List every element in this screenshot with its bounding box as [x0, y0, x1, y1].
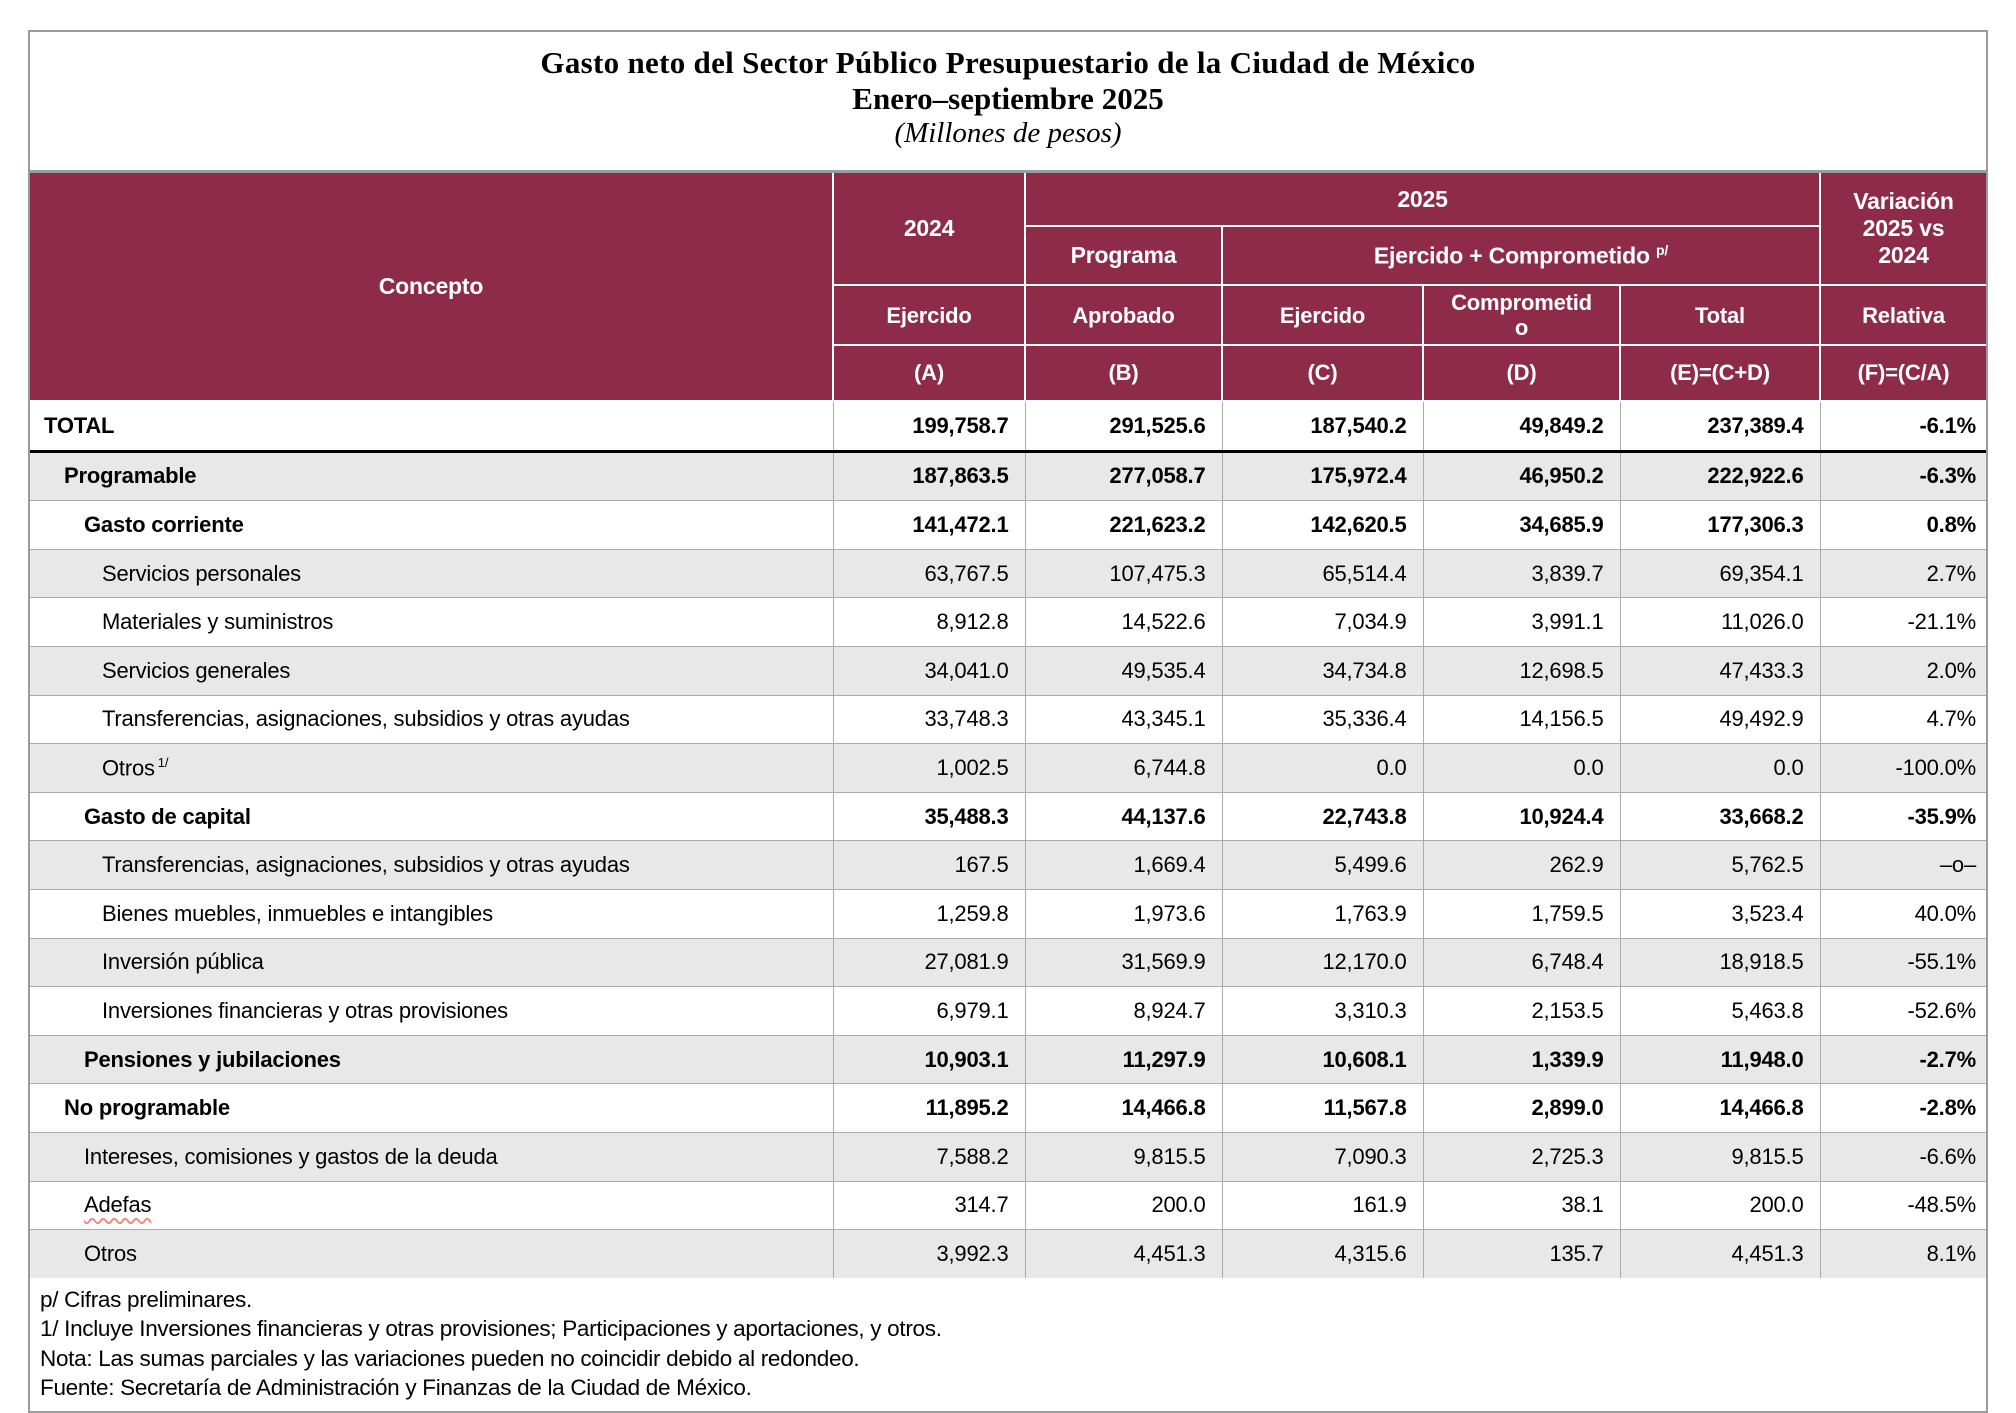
cell-2024-ejercido: 63,767.5 — [833, 549, 1025, 598]
table-header — [30, 173, 1986, 401]
col-subheader-ejercido-2025: Ejercido — [1222, 285, 1423, 345]
table-row — [30, 1181, 1986, 1230]
cell-variacion-relativa: 4.7% — [1820, 695, 1986, 744]
cell-total: 18,918.5 — [1620, 938, 1820, 987]
cell-2024-ejercido: 35,488.3 — [833, 792, 1025, 841]
cell-comprometido: 135.7 — [1423, 1230, 1620, 1278]
row-label-text: Inversiones financieras y otras provisiones — [102, 997, 508, 1023]
cell-2024-ejercido: 6,979.1 — [833, 987, 1025, 1036]
row-label-text: Otros — [102, 755, 155, 781]
cell-variacion-relativa: -2.7% — [1820, 1035, 1986, 1084]
row-label — [30, 938, 833, 987]
report-title: Gasto neto del Sector Público Presupuestario de la Ciudad de México — [540, 45, 1476, 80]
table-row — [30, 695, 1986, 744]
cell-variacion-relativa: -48.5% — [1820, 1181, 1986, 1230]
cell-2025-ejercido: 22,743.8 — [1222, 792, 1423, 841]
row-label-text: Gasto corriente — [84, 511, 244, 537]
cell-comprometido: 3,839.7 — [1423, 549, 1620, 598]
cell-total: 177,306.3 — [1620, 501, 1820, 550]
cell-2025-ejercido: 3,310.3 — [1222, 987, 1423, 1036]
cell-variacion-relativa: -2.8% — [1820, 1084, 1986, 1133]
col-header-2025: 2025 — [1025, 173, 1820, 226]
cell-2024-ejercido: 7,588.2 — [833, 1132, 1025, 1181]
cell-total: 11,026.0 — [1620, 598, 1820, 647]
cell-aprobado: 221,623.2 — [1025, 501, 1222, 550]
table-row — [30, 1035, 1986, 1084]
cell-total: 69,354.1 — [1620, 549, 1820, 598]
row-label — [30, 646, 833, 695]
cell-aprobado: 49,535.4 — [1025, 646, 1222, 695]
cell-2024-ejercido: 1,002.5 — [833, 744, 1025, 793]
row-label-text: Servicios generales — [102, 657, 291, 683]
cell-aprobado: 43,345.1 — [1025, 695, 1222, 744]
cell-aprobado: 200.0 — [1025, 1181, 1222, 1230]
footnote-1: 1/ Incluye Inversiones financieras y otras provisiones; Participaciones y aportaciones, y otros. — [40, 1316, 942, 1342]
col-header-programa: Programa — [1025, 226, 1222, 285]
cell-comprometido: 1,339.9 — [1423, 1035, 1620, 1084]
cell-2025-ejercido: 1,763.9 — [1222, 889, 1423, 938]
cell-variacion-relativa: -6.3% — [1820, 451, 1986, 501]
row-label-text: Pensiones y jubilaciones — [84, 1046, 341, 1072]
cell-2024-ejercido: 11,895.2 — [833, 1084, 1025, 1133]
cell-comprometido: 6,748.4 — [1423, 938, 1620, 987]
cell-total: 3,523.4 — [1620, 889, 1820, 938]
row-label — [30, 549, 833, 598]
row-label — [30, 792, 833, 841]
footnote-marker: 1/ — [157, 754, 169, 770]
row-label-text: Intereses, comisiones y gastos de la deuda — [84, 1143, 498, 1169]
cell-total: 200.0 — [1620, 1181, 1820, 1230]
cell-aprobado: 11,297.9 — [1025, 1035, 1222, 1084]
cell-2025-ejercido: 10,608.1 — [1222, 1035, 1423, 1084]
budget-table — [30, 173, 1986, 1278]
cell-variacion-relativa: -100.0% — [1820, 744, 1986, 793]
cell-comprometido: 2,725.3 — [1423, 1132, 1620, 1181]
cell-total: 222,922.6 — [1620, 451, 1820, 501]
col-header-2024: 2024 — [833, 173, 1025, 285]
cell-2025-ejercido: 4,315.6 — [1222, 1230, 1423, 1278]
cell-comprometido: 3,991.1 — [1423, 598, 1620, 647]
col-subheader-relativa: Relativa — [1820, 285, 1986, 345]
cell-variacion-relativa: -6.1% — [1820, 401, 1986, 451]
table-row — [30, 646, 1986, 695]
cell-aprobado: 44,137.6 — [1025, 792, 1222, 841]
preliminary-superscript: p/ — [1656, 241, 1669, 258]
row-label — [30, 695, 833, 744]
row-label-text: Transferencias, asignaciones, subsidios y otras ayudas — [102, 706, 630, 732]
cell-total: 11,948.0 — [1620, 1035, 1820, 1084]
table-row — [30, 841, 1986, 890]
cell-comprometido: 12,698.5 — [1423, 646, 1620, 695]
cell-2024-ejercido: 8,912.8 — [833, 598, 1025, 647]
row-label-text: No programable — [64, 1095, 230, 1121]
table-row — [30, 451, 1986, 501]
row-label — [30, 744, 833, 793]
col-subheader-aprobado: Aprobado — [1025, 285, 1222, 345]
cell-total: 33,668.2 — [1620, 792, 1820, 841]
table-row — [30, 598, 1986, 647]
table-row — [30, 938, 1986, 987]
cell-total: 0.0 — [1620, 744, 1820, 793]
cell-total: 4,451.3 — [1620, 1230, 1820, 1278]
cell-2024-ejercido: 34,041.0 — [833, 646, 1025, 695]
cell-variacion-relativa: -35.9% — [1820, 792, 1986, 841]
table-row — [30, 549, 1986, 598]
cell-variacion-relativa: 8.1% — [1820, 1230, 1986, 1278]
row-label — [30, 1035, 833, 1084]
cell-2025-ejercido: 161.9 — [1222, 1181, 1423, 1230]
cell-total: 5,762.5 — [1620, 841, 1820, 890]
cell-2024-ejercido: 314.7 — [833, 1181, 1025, 1230]
col-letter-b: (B) — [1025, 345, 1222, 401]
cell-variacion-relativa: 2.7% — [1820, 549, 1986, 598]
cell-total: 47,433.3 — [1620, 646, 1820, 695]
col-subheader-ejercido-2024: Ejercido — [833, 285, 1025, 345]
cell-aprobado: 8,924.7 — [1025, 987, 1222, 1036]
cell-variacion-relativa: -55.1% — [1820, 938, 1986, 987]
cell-comprometido: 2,153.5 — [1423, 987, 1620, 1036]
table-row — [30, 792, 1986, 841]
report-period: Enero–septiembre 2025 — [852, 81, 1164, 116]
row-label — [30, 987, 833, 1036]
cell-variacion-relativa: –o– — [1820, 841, 1986, 890]
col-letter-f: (F)=(C/A) — [1820, 345, 1986, 401]
cell-aprobado: 4,451.3 — [1025, 1230, 1222, 1278]
cell-2025-ejercido: 7,090.3 — [1222, 1132, 1423, 1181]
cell-2024-ejercido: 10,903.1 — [833, 1035, 1025, 1084]
table-row — [30, 501, 1986, 550]
cell-2024-ejercido: 3,992.3 — [833, 1230, 1025, 1278]
cell-2025-ejercido: 7,034.9 — [1222, 598, 1423, 647]
row-label — [30, 451, 833, 501]
cell-aprobado: 1,669.4 — [1025, 841, 1222, 890]
cell-aprobado: 31,569.9 — [1025, 938, 1222, 987]
cell-2025-ejercido: 0.0 — [1222, 744, 1423, 793]
footnotes — [30, 1278, 1986, 1411]
cell-total: 9,815.5 — [1620, 1132, 1820, 1181]
row-label-text: Gasto de capital — [84, 803, 251, 829]
row-label — [30, 1132, 833, 1181]
cell-total: 237,389.4 — [1620, 401, 1820, 451]
cell-variacion-relativa: 40.0% — [1820, 889, 1986, 938]
row-label-text: Materiales y suministros — [102, 609, 334, 635]
cell-2025-ejercido: 12,170.0 — [1222, 938, 1423, 987]
col-subheader-total: Total — [1620, 285, 1820, 345]
row-label — [30, 841, 833, 890]
cell-comprometido: 38.1 — [1423, 1181, 1620, 1230]
cell-2025-ejercido: 142,620.5 — [1222, 501, 1423, 550]
cell-2024-ejercido: 187,863.5 — [833, 451, 1025, 501]
row-label — [30, 501, 833, 550]
cell-comprometido: 1,759.5 — [1423, 889, 1620, 938]
col-subheader-comprometido: Comprometido — [1423, 285, 1620, 345]
cell-2025-ejercido: 65,514.4 — [1222, 549, 1423, 598]
cell-variacion-relativa: -21.1% — [1820, 598, 1986, 647]
cell-comprometido: 14,156.5 — [1423, 695, 1620, 744]
row-label — [30, 598, 833, 647]
row-label — [30, 1084, 833, 1133]
row-label — [30, 401, 833, 451]
row-label — [30, 1181, 833, 1230]
cell-aprobado: 6,744.8 — [1025, 744, 1222, 793]
cell-aprobado: 291,525.6 — [1025, 401, 1222, 451]
report-sheet — [28, 30, 1988, 1413]
cell-2025-ejercido: 35,336.4 — [1222, 695, 1423, 744]
cell-2024-ejercido: 1,259.8 — [833, 889, 1025, 938]
report-units: (Millones de pesos) — [894, 117, 1122, 149]
cell-comprometido: 46,950.2 — [1423, 451, 1620, 501]
row-label-text: TOTAL — [44, 412, 115, 438]
cell-2024-ejercido: 141,472.1 — [833, 501, 1025, 550]
table-row — [30, 889, 1986, 938]
cell-comprometido: 10,924.4 — [1423, 792, 1620, 841]
row-label-text: Bienes muebles, inmuebles e intangibles — [102, 900, 493, 926]
cell-comprometido: 2,899.0 — [1423, 1084, 1620, 1133]
row-label-text: Inversión pública — [102, 949, 264, 975]
row-label-text: Adefas — [84, 1192, 152, 1218]
cell-comprometido: 0.0 — [1423, 744, 1620, 793]
cell-2025-ejercido: 34,734.8 — [1222, 646, 1423, 695]
cell-comprometido: 262.9 — [1423, 841, 1620, 890]
cell-2025-ejercido: 187,540.2 — [1222, 401, 1423, 451]
cell-total: 49,492.9 — [1620, 695, 1820, 744]
table-row — [30, 1230, 1986, 1278]
cell-total: 14,466.8 — [1620, 1084, 1820, 1133]
cell-aprobado: 1,973.6 — [1025, 889, 1222, 938]
cell-2024-ejercido: 27,081.9 — [833, 938, 1025, 987]
ejercido-comprometido-label: Ejercido + Comprometido — [1373, 242, 1650, 269]
col-header-ejercido-comprometido — [1222, 226, 1820, 285]
cell-2025-ejercido: 5,499.6 — [1222, 841, 1423, 890]
footnote-fuente: Fuente: Secretaría de Administración y Finanzas de la Ciudad de México. — [40, 1375, 752, 1401]
col-header-variacion: Variación 2025 vs 2024 — [1820, 173, 1986, 285]
cell-variacion-relativa: 0.8% — [1820, 501, 1986, 550]
title-block — [30, 32, 1986, 173]
cell-2025-ejercido: 175,972.4 — [1222, 451, 1423, 501]
cell-2025-ejercido: 11,567.8 — [1222, 1084, 1423, 1133]
row-label-text: Otros — [84, 1240, 137, 1266]
cell-variacion-relativa: -6.6% — [1820, 1132, 1986, 1181]
cell-aprobado: 14,466.8 — [1025, 1084, 1222, 1133]
cell-total: 5,463.8 — [1620, 987, 1820, 1036]
row-label-text: Servicios personales — [102, 560, 301, 586]
cell-aprobado: 9,815.5 — [1025, 1132, 1222, 1181]
footnote-nota: Nota: Las sumas parciales y las variaciones pueden no coincidir debido al redondeo. — [40, 1345, 860, 1371]
row-label — [30, 1230, 833, 1278]
table-row — [30, 401, 1986, 451]
col-header-concepto: Concepto — [30, 173, 833, 401]
row-label — [30, 889, 833, 938]
table-row — [30, 987, 1986, 1036]
cell-2024-ejercido: 167.5 — [833, 841, 1025, 890]
table-body — [30, 401, 1986, 1278]
cell-2024-ejercido: 199,758.7 — [833, 401, 1025, 451]
cell-aprobado: 14,522.6 — [1025, 598, 1222, 647]
cell-2024-ejercido: 33,748.3 — [833, 695, 1025, 744]
col-letter-d: (D) — [1423, 345, 1620, 401]
cell-variacion-relativa: -52.6% — [1820, 987, 1986, 1036]
cell-comprometido: 49,849.2 — [1423, 401, 1620, 451]
col-letter-c: (C) — [1222, 345, 1423, 401]
row-label-text: Programable — [64, 463, 197, 489]
table-row — [30, 744, 1986, 793]
table-row — [30, 1132, 1986, 1181]
row-label-text: Transferencias, asignaciones, subsidios y otras ayudas — [102, 852, 630, 878]
footnote-preliminary: p/ Cifras preliminares. — [40, 1286, 252, 1312]
col-letter-e: (E)=(C+D) — [1620, 345, 1820, 401]
cell-variacion-relativa: 2.0% — [1820, 646, 1986, 695]
cell-aprobado: 107,475.3 — [1025, 549, 1222, 598]
cell-comprometido: 34,685.9 — [1423, 501, 1620, 550]
col-letter-a: (A) — [833, 345, 1025, 401]
table-row — [30, 1084, 1986, 1133]
cell-aprobado: 277,058.7 — [1025, 451, 1222, 501]
